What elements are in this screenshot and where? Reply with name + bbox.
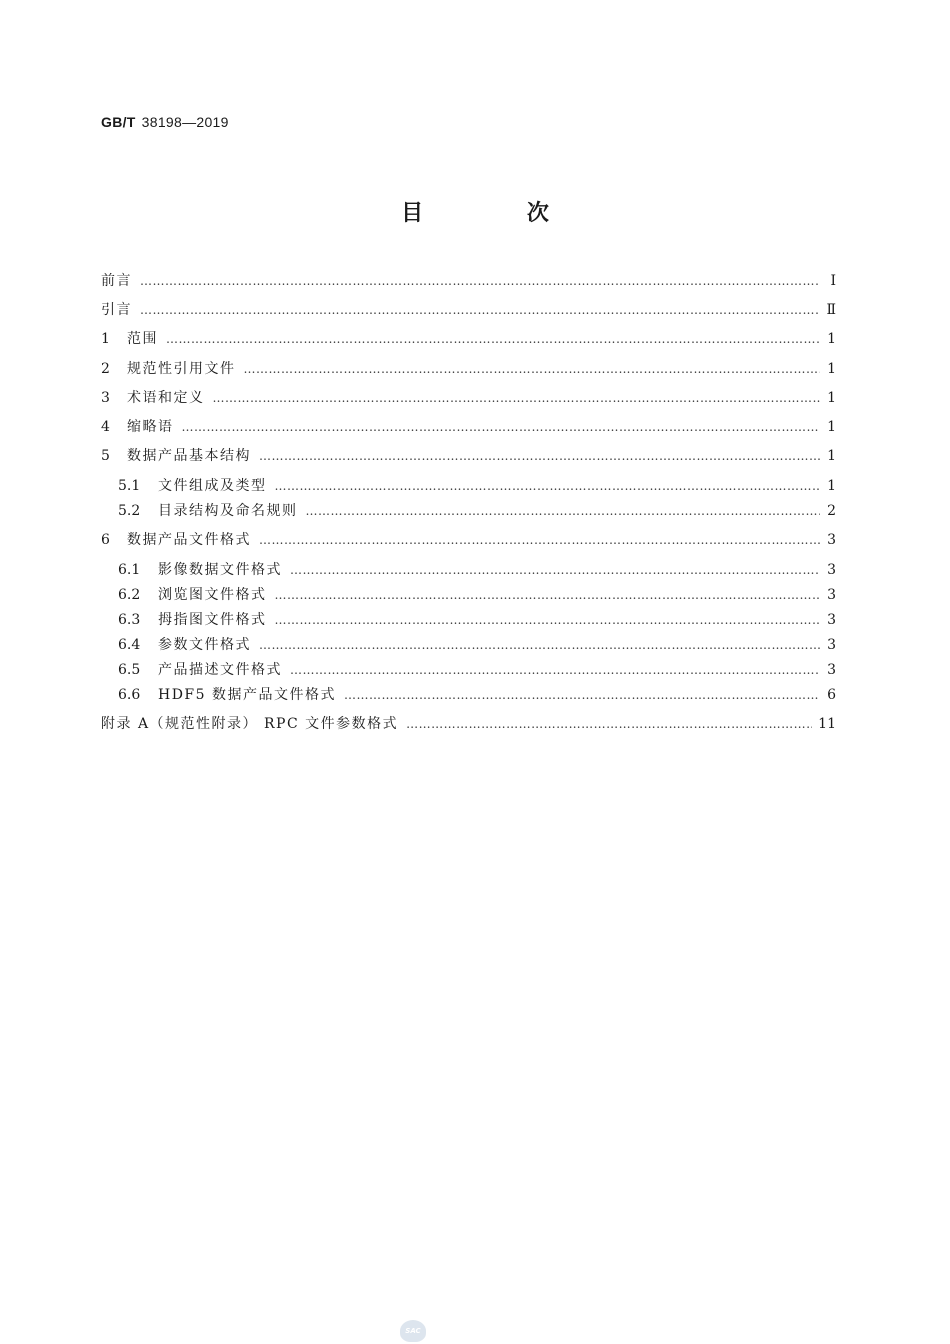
toc-entry-label: 影像数据文件格式 (158, 562, 282, 578)
toc-entry-page: 1 (827, 331, 836, 347)
standard-number: 38198—2019 (141, 114, 229, 130)
toc-entry[interactable] (101, 330, 836, 348)
toc-entry-page: 3 (827, 532, 836, 548)
toc-entry[interactable] (101, 715, 836, 733)
toc-entry-number: 5 (101, 448, 110, 464)
toc-entry[interactable] (101, 477, 836, 495)
toc-entry-page: 6 (827, 687, 836, 703)
toc-entry-label: 附录 A（规范性附录） RPC 文件参数格式 (101, 716, 399, 732)
toc-entry-number: 5.1 (118, 478, 141, 494)
toc-entry-page: 3 (827, 612, 836, 628)
toc-leader-dots (275, 611, 821, 629)
toc-leader-dots (259, 636, 820, 654)
toc-entry-page: 1 (827, 448, 836, 464)
toc-leader-dots (275, 477, 821, 495)
toc-entry-label: 规范性引用文件 (127, 361, 236, 377)
toc-entry-number: 6.2 (118, 587, 141, 603)
toc-leader-dots (244, 360, 821, 378)
toc-leader-dots (140, 272, 820, 290)
toc-leader-dots (140, 301, 820, 319)
toc-entry[interactable] (101, 301, 836, 319)
toc-entry-number: 6.6 (118, 687, 141, 703)
toc-entry-label: 术语和定义 (127, 390, 205, 406)
toc-entry[interactable] (101, 636, 836, 654)
toc-entry-page: 1 (827, 390, 836, 406)
toc-entry-label: 前言 (101, 273, 132, 289)
toc-entry-label: 产品描述文件格式 (158, 662, 282, 678)
sac-watermark-logo: SAC (400, 1320, 426, 1342)
toc-entry-number: 6.3 (118, 612, 141, 628)
toc-leader-dots (213, 389, 821, 407)
toc-entry-page: 3 (827, 587, 836, 603)
toc-entry-number: 1 (101, 331, 110, 347)
toc-entry[interactable] (101, 561, 836, 579)
toc-leader-dots (290, 661, 820, 679)
toc-entry[interactable] (101, 272, 836, 290)
toc-entry-page: Ⅰ (830, 273, 836, 289)
standard-code (101, 114, 229, 130)
toc-entry-page: 11 (818, 716, 836, 732)
toc-entry-number: 6.1 (118, 562, 141, 578)
toc-entry-label: 缩略语 (127, 419, 174, 435)
toc-entry[interactable] (101, 686, 836, 704)
toc-leader-dots (275, 586, 821, 604)
toc-leader-dots (259, 531, 820, 549)
toc-entry-page: 3 (827, 662, 836, 678)
toc-entry-number: 2 (101, 361, 110, 377)
toc-entry-label: 拇指图文件格式 (158, 612, 267, 628)
toc-entry-label: 引言 (101, 302, 132, 318)
toc-leader-dots (259, 447, 820, 465)
toc-entry-page: Ⅱ (826, 302, 836, 318)
toc-entry-label: HDF5 数据产品文件格式 (158, 687, 337, 703)
toc-entry-number: 6.4 (118, 637, 141, 653)
toc-entry[interactable] (101, 611, 836, 629)
toc-entry[interactable] (101, 586, 836, 604)
toc-entry-label: 文件组成及类型 (158, 478, 267, 494)
toc-entry[interactable] (101, 360, 836, 378)
toc-entry[interactable] (101, 531, 836, 549)
toc-entry-page: 1 (827, 419, 836, 435)
standard-prefix: GB/T (101, 114, 136, 130)
toc-entry[interactable] (101, 389, 836, 407)
toc-entry-page: 2 (827, 503, 836, 519)
toc-entry-label: 范围 (127, 331, 158, 347)
toc-entry-label: 参数文件格式 (158, 637, 251, 653)
toc-entry-page: 1 (827, 361, 836, 377)
toc-leader-dots (406, 715, 812, 733)
toc-entry-page: 1 (827, 478, 836, 494)
toc-entry-number: 3 (101, 390, 110, 406)
toc-entry[interactable] (101, 661, 836, 679)
toc-leader-dots (182, 418, 821, 436)
toc-entry-number: 6.5 (118, 662, 141, 678)
toc-entry-number: 4 (101, 419, 110, 435)
toc-entry-label: 浏览图文件格式 (158, 587, 267, 603)
toc-title: 目 次 (401, 201, 597, 226)
toc-entry-label: 数据产品文件格式 (127, 532, 251, 548)
toc-leader-dots (306, 502, 821, 520)
toc-entry-number: 5.2 (118, 503, 141, 519)
toc-entry-label: 数据产品基本结构 (127, 448, 251, 464)
toc-entry[interactable] (101, 502, 836, 520)
toc-leader-dots (344, 686, 820, 704)
toc-entry[interactable] (101, 447, 836, 465)
toc-entry-page: 3 (827, 562, 836, 578)
toc-leader-dots (290, 561, 820, 579)
toc-leader-dots (166, 330, 820, 348)
toc-entry-page: 3 (827, 637, 836, 653)
toc-entry[interactable] (101, 418, 836, 436)
toc-entry-label: 目录结构及命名规则 (158, 503, 298, 519)
toc-entry-number: 6 (101, 532, 110, 548)
